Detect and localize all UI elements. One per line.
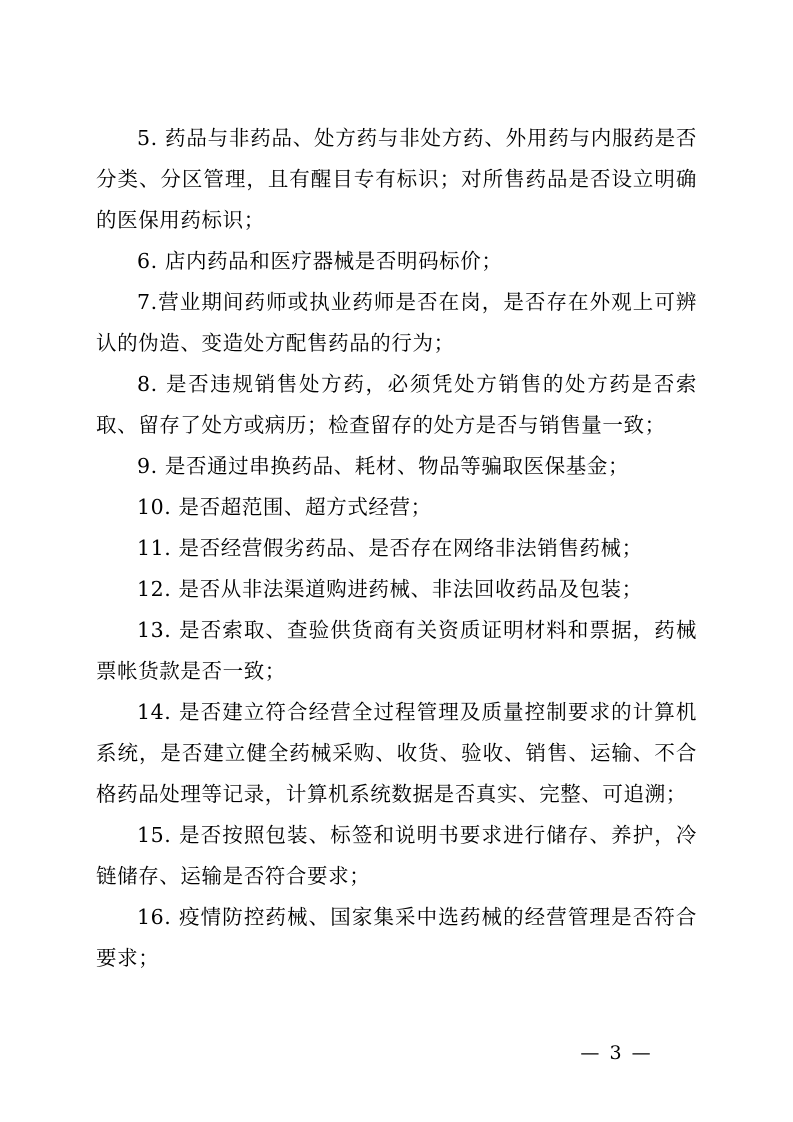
paragraph-14: 14. 是否建立符合经营全过程管理及质量控制要求的计算机系统，是否建立健全药械采购、收货、验收、销售、运输、不合格药品处理等记录，计算机系统数据是否真实、完整、可追溯；	[96, 700, 697, 806]
paragraph-9: 9. 是否通过串换药品、耗材、物品等骗取医保基金；	[137, 454, 630, 478]
paragraph-5: 5. 药品与非药品、处方药与非处方药、外用药与内服药是否分类、分区管理，且有醒目专有标识；对所售药品是否设立明确的医保用药标识；	[96, 126, 697, 232]
paragraph-10: 10. 是否超范围、超方式经营；	[137, 495, 432, 519]
paragraph-16: 16. 疫情防控药械、国家集采中选药械的经营管理是否符合要求；	[96, 905, 697, 970]
page-number: — 3 —	[580, 1042, 653, 1064]
paragraph-13: 13. 是否索取、查验供货商有关资质证明材料和票据，药械票帐货款是否一致；	[96, 618, 697, 683]
paragraph-7: 7.营业期间药师或执业药师是否在岗，是否存在外观上可辨认的伪造、变造处方配售药品的行为；	[96, 290, 697, 355]
paragraph-8: 8. 是否违规销售处方药，必须凭处方销售的处方药是否索取、留存了处方或病历；检查留存的处方是否与销售量一致；	[96, 372, 697, 437]
paragraph-11: 11. 是否经营假劣药品、是否存在网络非法销售药械；	[137, 536, 643, 560]
paragraph-6: 6. 店内药品和医疗器械是否明码标价；	[137, 249, 503, 273]
page-footer	[0, 1042, 793, 1064]
paragraph-15: 15. 是否按照包装、标签和说明书要求进行储存、养护，冷链储存、运输是否符合要求；	[96, 823, 697, 888]
document-body	[96, 118, 697, 979]
paragraph-12: 12. 是否从非法渠道购进药械、非法回收药品及包装；	[137, 577, 643, 601]
